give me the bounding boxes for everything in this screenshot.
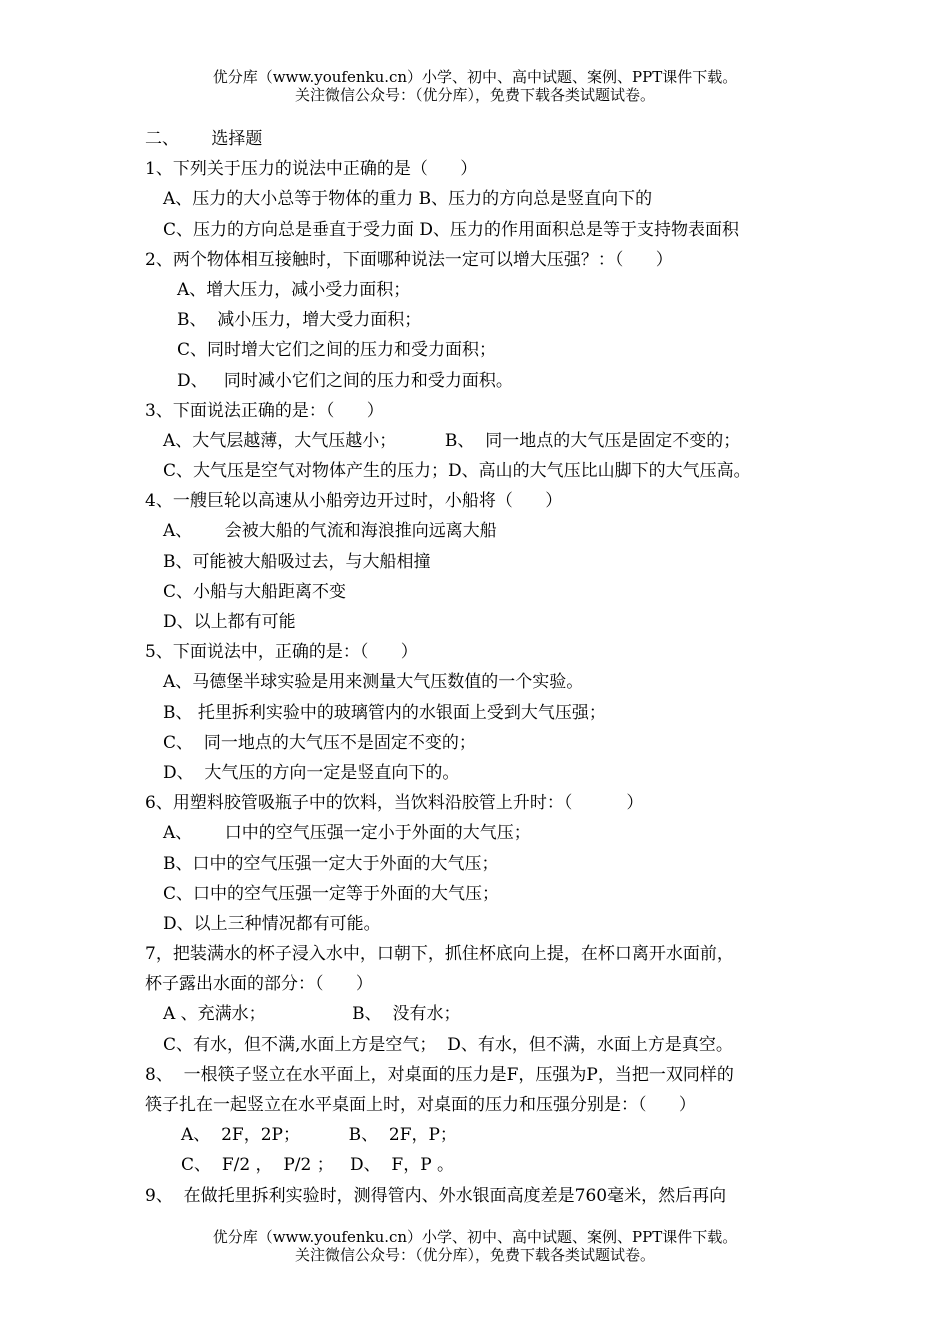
header-line-2: 关注微信公众号：（优分库），免费下载各类试题试卷。 bbox=[294, 86, 655, 104]
question-list bbox=[145, 124, 825, 1211]
answer-option: C、 F/2 ， P/2 ； D、 F，P 。 bbox=[181, 1155, 455, 1176]
page-footer bbox=[0, 1228, 950, 1264]
answer-option: C、 同一地点的大气压不是固定不变的； bbox=[163, 732, 476, 753]
footer-line-2: 关注微信公众号：（优分库），免费下载各类试题试卷。 bbox=[294, 1246, 655, 1264]
answer-option: D、 同时减小它们之间的压力和受力面积。 bbox=[177, 370, 513, 391]
question-stem: 筷子扎在一起竖立在水平桌面上时，对桌面的压力和压强分别是：（ ） bbox=[145, 1095, 696, 1115]
answer-option: A、增大压力，减小受力面积； bbox=[177, 279, 411, 300]
answer-option: B、可能被大船吸过去，与大船相撞 bbox=[163, 551, 431, 572]
answer-option: C、有水，但不满,水面上方是空气； D、有水，但不满，水面上方是真空。 bbox=[163, 1034, 733, 1055]
header-line-1: 优分库（www.youfenku.cn）小学、初中、高中试题、案例、PPT课件下载。 bbox=[212, 68, 738, 86]
answer-option: D、以上都有可能 bbox=[163, 612, 296, 632]
answer-option: B、口中的空气压强一定大于外面的大气压； bbox=[163, 853, 499, 874]
page-header bbox=[0, 68, 950, 104]
answer-option: A、 会被大船的气流和海浪推向远离大船 bbox=[163, 521, 497, 542]
section-title: 二、 选择题 bbox=[145, 129, 263, 149]
answer-option: D、以上三种情况都有可能。 bbox=[163, 913, 381, 934]
answer-option: A、 2F，2P； B、 2F，P； bbox=[181, 1125, 457, 1146]
question-stem: 6、用塑料胶管吸瓶子中的饮料，当饮料沿胶管上升时：（ ） bbox=[145, 793, 644, 814]
question-stem: 7，把装满水的杯子浸入水中，口朝下，抓住杯底向上提，在杯口离开水面前， bbox=[145, 944, 734, 965]
question-stem: 4、一艘巨轮以高速从小船旁边开过时，小船将（ ） bbox=[145, 491, 563, 512]
answer-option: B、 减小压力，增大受力面积； bbox=[177, 310, 422, 331]
question-stem: 2、两个物体相互接触时，下面哪种说法一定可以增大压强？：（ ） bbox=[145, 249, 673, 270]
answer-option: C、小船与大船距离不变 bbox=[163, 581, 347, 602]
answer-option: A、压力的大小总等于物体的重力 B、压力的方向总是竖直向下的 bbox=[163, 189, 653, 210]
question-stem: 3、下面说法正确的是：（ ） bbox=[145, 400, 384, 421]
answer-option: B、 托里拆利实验中的玻璃管内的水银面上受到大气压强； bbox=[163, 702, 606, 723]
question-stem: 8、 一根筷子竖立在水平面上，对桌面的压力是F，压强为P，当把一双同样的 bbox=[145, 1064, 734, 1085]
question-stem: 5、下面说法中，正确的是：（ ） bbox=[145, 642, 418, 663]
footer-line-1: 优分库（www.youfenku.cn）小学、初中、高中试题、案例、PPT课件下载。 bbox=[212, 1228, 738, 1246]
answer-option: A、 口中的空气压强一定小于外面的大气压； bbox=[163, 823, 531, 844]
answer-option: A 、充满水； B、 没有水； bbox=[163, 1004, 461, 1025]
question-stem: 9、 在做托里拆利实验时，测得管内、外水银面高度差是760毫米，然后再向 bbox=[145, 1185, 727, 1206]
question-stem: 杯子露出水面的部分：（ ） bbox=[145, 974, 373, 995]
answer-option: A、大气层越薄，大气压越小； B、 同一地点的大气压是固定不变的； bbox=[163, 430, 741, 451]
answer-option: C、大气压是空气对物体产生的压力；D、高山的大气压比山脚下的大气压高。 bbox=[163, 461, 751, 482]
answer-option: C、压力的方向总是垂直于受力面 D、压力的作用面积总是等于支持物表面积 bbox=[163, 219, 740, 240]
question-stem: 1、下列关于压力的说法中正确的是（ ） bbox=[145, 159, 478, 180]
answer-option: C、同时增大它们之间的压力和受力面积； bbox=[177, 340, 497, 361]
answer-option: C、口中的空气压强一定等于外面的大气压； bbox=[163, 883, 500, 904]
answer-option: D、 大气压的方向一定是竖直向下的。 bbox=[163, 762, 460, 783]
answer-option: A、马德堡半球实验是用来测量大气压数值的一个实验。 bbox=[163, 672, 584, 693]
